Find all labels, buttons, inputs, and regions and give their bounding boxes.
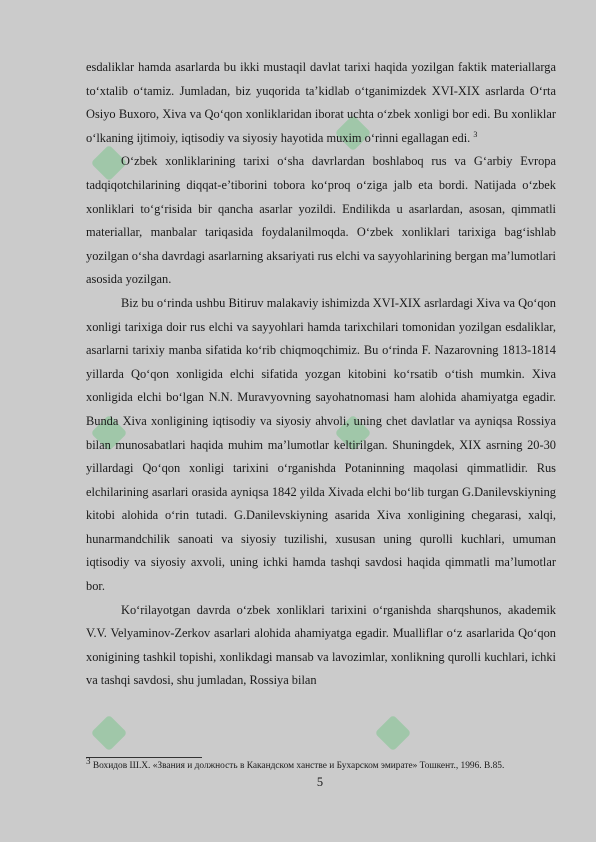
footnote-reference[interactable]: 3 [473, 129, 478, 139]
paragraph: Biz bu o‘rinda ushbu Bitiruv malakaviy ishimizda XVI-XIX asrlardagi Xiva va Qo‘qon xonligi tarixiga doir rus elchi va sayyohlari hamda tarixchilari tomonidan yozilgan esdaliklar, asarlarni tarixiy manba sifatida ko‘rib chiqmoqchimiz. Bu o‘rinda F. Nazarovning 1813-1814 yillarda Qo‘qon xonligida elchi sifatida yozgan kitobini ko‘rsatib o‘tish mumkin. Xiva xonligida elchi bo‘lgan N.N. Muravyovning sayohatnomasi ham alohida ahamiyatga egadir. Bunda Xiva xonligining iqtisodiy va siyosiy ahvoli, uning chet davlatlar va ayniqsa Rossiya bilan munosabatlari haqida muhim ma’lumotlar keltirilgan. Shuningdek, XIX asrning 20-30 yillardagi Qo‘qon xonligi tarixini o‘rganishda Potaninning maqolasi qimmatlidir. Rus elchilarining asarlari orasida ayniqsa 1842 yilda Xivada elchi bo‘lib turgan G.Danilevskiyning kitobi alohida o‘rin tutadi. G.Danilevskiyning asarida Xiva xonligining chegarasi, xalqi, hunarmandchilik sanoati va siyosiy tuzilishi, xususan uning qurolli kuchlari, umuman iqtisodiy va siyosiy axvoli, uning ichki hamda tashqi savdosi haqida qimmatli ma’lumotlar bor. [86, 295, 556, 594]
footnote [86, 755, 556, 773]
footnote-number: 3 [86, 755, 91, 766]
footnote-text: Вохидов Ш.Х. «Звания и должность в Какандском ханстве и Бухарском эмирате» Тошкент., 1996. В.85. [90, 761, 505, 771]
watermark-mark [375, 715, 412, 752]
footnote-divider [86, 757, 202, 758]
paragraph: O‘zbek xonliklarining tarixi o‘sha davrlardan boshlaboq rus va G‘arbiy Evropa tadqiqotchilarining diqqat-e’tiborini tobora ko‘proq o‘ziga jalb eta bordi. Natijada o‘zbek xonliklari to‘g‘risida bir qancha asarlar yozildi. Endilikda u asarlardan, asosan, qimmatli materiallar, manbalar tariqasida foydalanilmoqda. O‘zbek xonliklari tarixiga bag‘ishlab yozilgan o‘sha davrdagi asarlarning aksariyati rus elchi va sayyohlarining bergan ma’lumotlari asosida yozilgan. [86, 154, 556, 287]
paragraph: esdaliklar hamda asarlarda bu ikki mustaqil davlat tarixi haqida yozilgan faktik materiallarga to‘xtalib o‘tamiz. Jumladan, biz yuqorida ta’kidlab o‘tganimizdek XVI-XIX asrlarda O‘rta Osiyo Buxoro, Xiva va Qo‘qon xonliklaridan iborat uchta o‘zbek xonligi bor edi. Bu xonliklar o‘lkaning ijtimoiy, iqtisodiy va siyosiy hayotida muxim o‘rinni egallagan edi. $^3$ [86, 60, 556, 145]
body-text [86, 56, 556, 693]
paragraph: Ko‘rilayotgan davrda o‘zbek xonliklari tarixini o‘rganishda sharqshunos, akademik V.V. Velyaminov-Zerkov asarlari alohida ahamiyatga egadir. Mualliflar o‘z asarlarida Qo‘qon xonigining tashkil topishi, xonlikdagi mansab va lavozimlar, xonlikning qurolli kuchlari, ichki va tashqi savdosi, shu jumladan, Rossiya bilan [86, 602, 556, 688]
watermark-mark [91, 715, 128, 752]
page-number: 5 [316, 775, 324, 789]
